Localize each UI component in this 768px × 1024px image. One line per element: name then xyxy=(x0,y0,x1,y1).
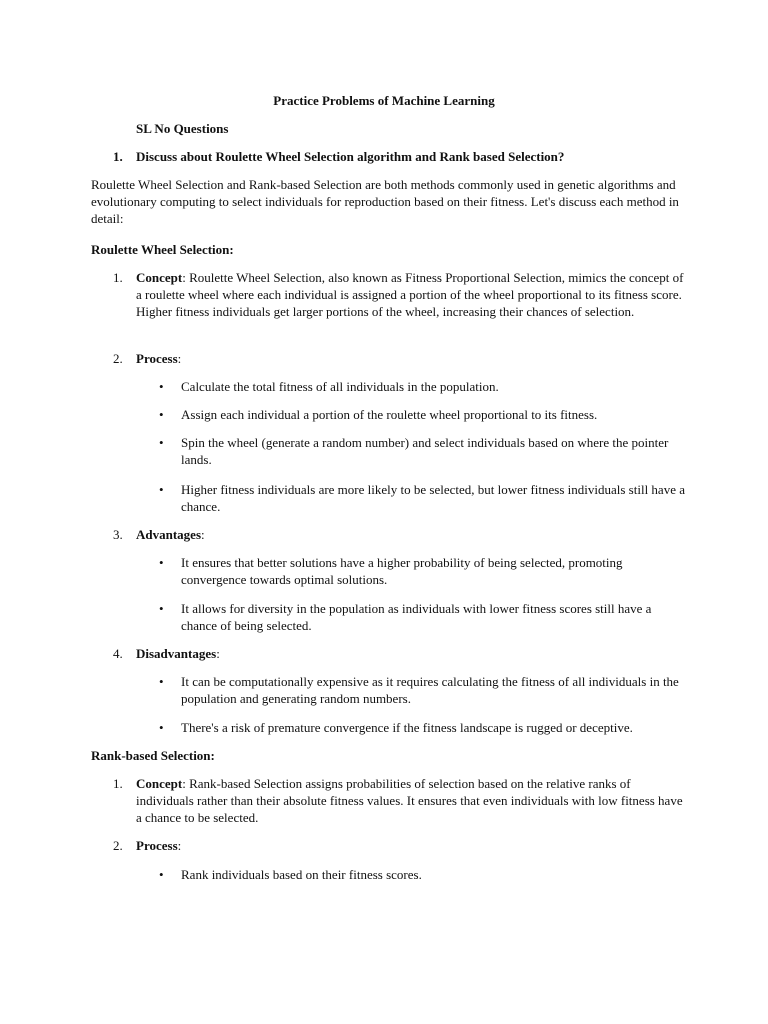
bullet-icon: • xyxy=(159,555,164,570)
roulette-concept-body xyxy=(136,269,688,320)
list-number: 1. xyxy=(113,776,123,791)
list-number: 2. xyxy=(113,351,123,366)
rank-concept-text: : Rank-based Selection assigns probabilities of selection based on the relative ranks of individuals rather than their absolute fitness values. It ensures that even individuals with low fitness have a chance to be selected. xyxy=(136,776,683,825)
list-number: 2. xyxy=(113,838,123,853)
question-text: Discuss about Roulette Wheel Selection algorithm and Rank based Selection? xyxy=(136,149,565,164)
concept-label: Concept xyxy=(136,776,183,791)
list-number: 4. xyxy=(113,646,123,661)
advantages-label: Advantages xyxy=(136,527,202,542)
bullet-icon: • xyxy=(159,720,164,735)
roulette-advantages-body xyxy=(136,526,688,543)
bullet-icon: • xyxy=(159,407,164,422)
bullet-icon: • xyxy=(159,674,164,689)
rank-process-body xyxy=(136,837,688,854)
sl-no-header: SL No Questions xyxy=(136,121,229,136)
bullet-text: There's a risk of premature convergence if the fitness landscape is rugged or deceptive. xyxy=(181,720,633,735)
bullet-text: Rank individuals based on their fitness scores. xyxy=(181,867,422,882)
process-label: Process xyxy=(136,838,178,853)
bullet-icon: • xyxy=(159,379,164,394)
list-number: 1. xyxy=(113,270,123,285)
label-colon: : xyxy=(177,351,182,366)
rank-heading: Rank-based Selection: xyxy=(91,748,215,763)
bullet-text: Calculate the total fitness of all individuals in the population. xyxy=(181,379,499,394)
roulette-disadvantages-body xyxy=(136,645,688,662)
bullet-icon: • xyxy=(159,601,164,616)
bullet-icon: • xyxy=(159,482,164,497)
bullet-text: Assign each individual a portion of the roulette wheel proportional to its fitness. xyxy=(181,407,598,422)
bullet-text: Spin the wheel (generate a random number) and select individuals based on where the pointer lands. xyxy=(181,435,669,467)
disadvantages-label: Disadvantages xyxy=(136,646,217,661)
intro-paragraph: Roulette Wheel Selection and Rank-based Selection are both methods commonly used in genetic algorithms and evolutionary computing to select individuals for reproduction based on their fitness. Let's discuss each method in detail: xyxy=(91,177,679,226)
bullet-icon: • xyxy=(159,435,164,450)
process-label: Process xyxy=(136,351,178,366)
roulette-heading: Roulette Wheel Selection: xyxy=(91,242,234,257)
bullet-text: It ensures that better solutions have a higher probability of being selected, promoting convergence towards optimal solutions. xyxy=(181,555,623,587)
bullet-text: Higher fitness individuals are more likely to be selected, but lower fitness individuals still have a chance. xyxy=(181,482,685,514)
question-number: 1. xyxy=(113,149,123,164)
label-colon: : xyxy=(201,527,205,542)
document-title: Practice Problems of Machine Learning xyxy=(273,93,495,108)
label-colon: : xyxy=(177,838,182,853)
list-number: 3. xyxy=(113,527,123,542)
concept-label: Concept xyxy=(136,270,183,285)
roulette-process-body xyxy=(136,350,688,367)
bullet-text: It can be computationally expensive as it requires calculating the fitness of all individuals in the population and generating random numbers. xyxy=(181,674,679,706)
label-colon: : xyxy=(216,646,220,661)
bullet-text: It allows for diversity in the population as individuals with lower fitness scores still have a chance of being selected. xyxy=(181,601,652,633)
bullet-icon: • xyxy=(159,867,164,882)
rank-concept-body xyxy=(136,775,688,826)
roulette-concept-text: : Roulette Wheel Selection, also known as Fitness Proportional Selection, mimics the concept of a roulette wheel where each individual is assigned a portion of the wheel proportional to its fitness score. Higher fitness individuals get larger portions of the wheel, increasing their chances of selection. xyxy=(136,270,684,319)
